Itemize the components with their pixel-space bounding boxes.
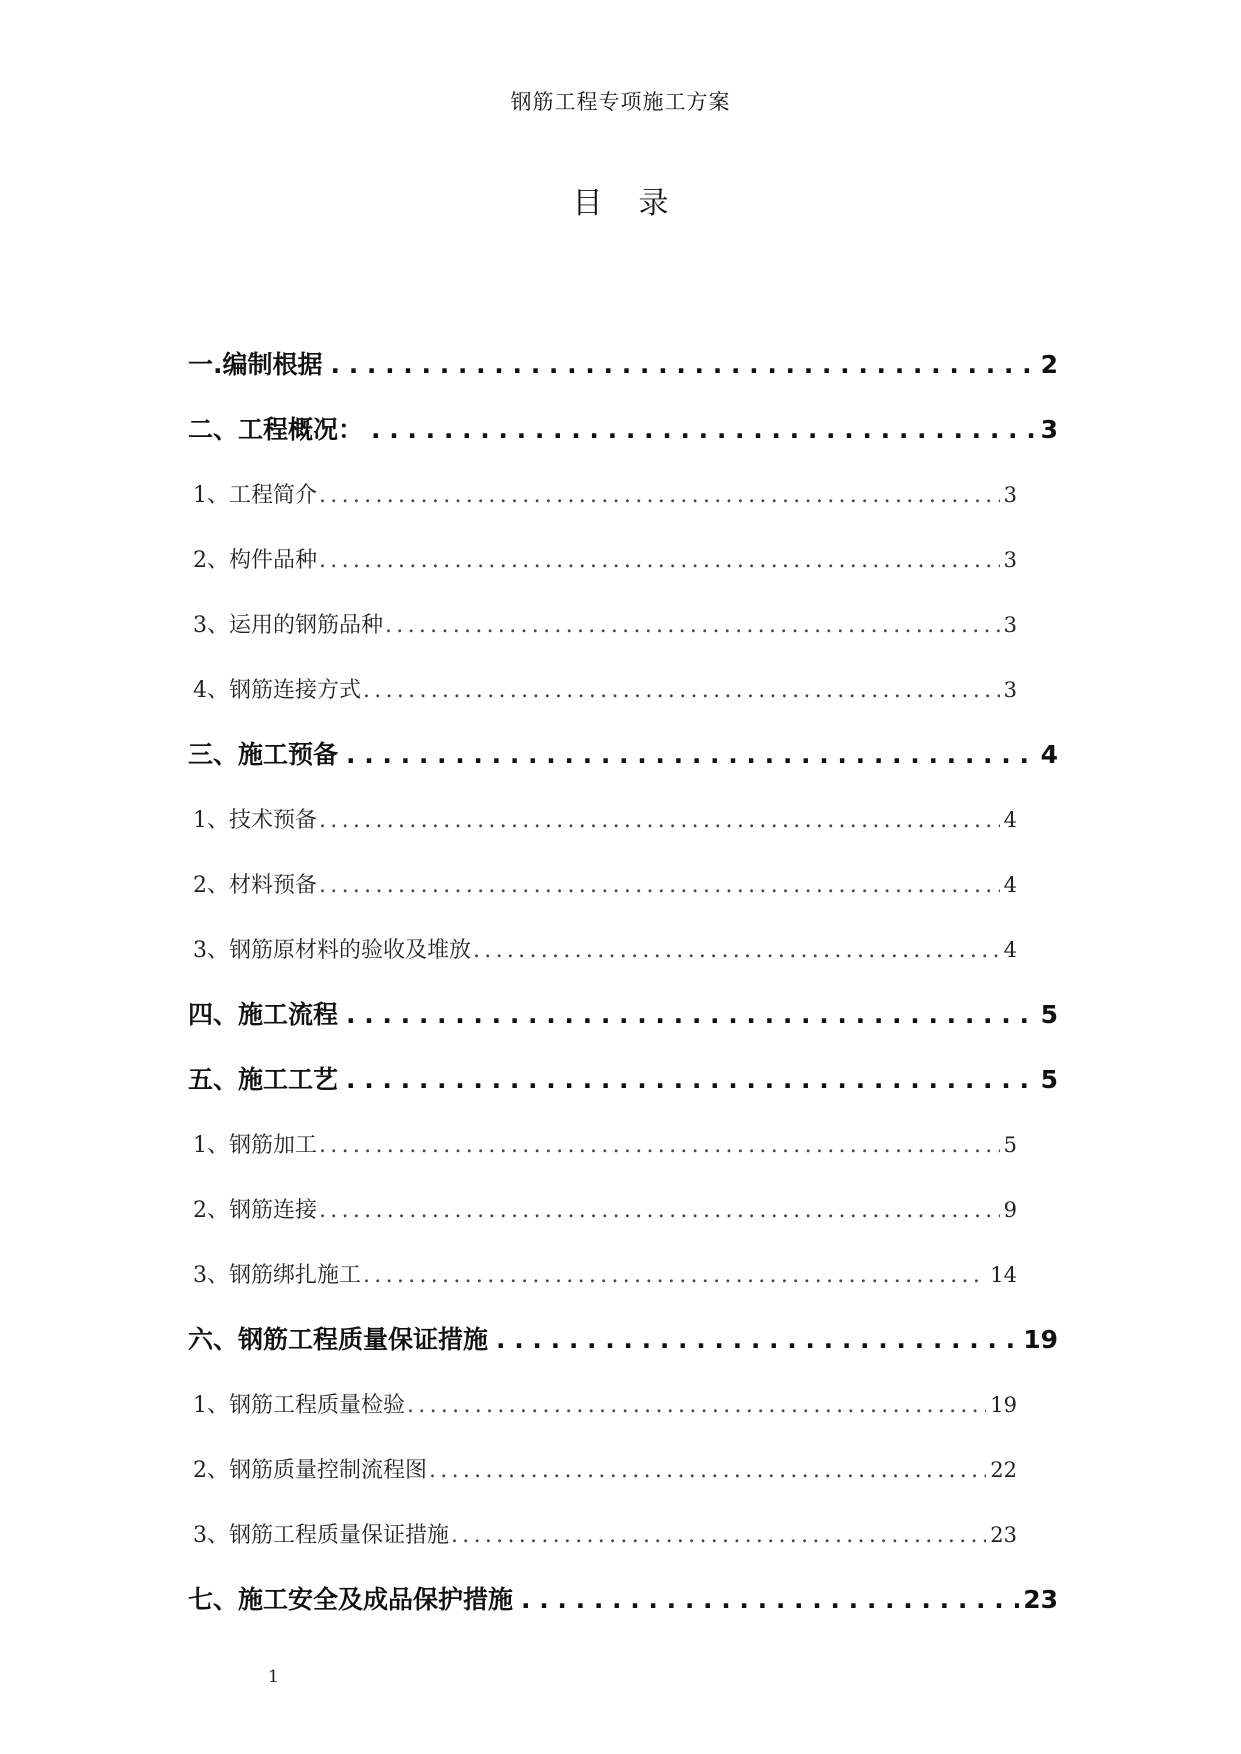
toc-entry-page: 3	[1040, 415, 1058, 444]
toc-dot-leader	[317, 1126, 1000, 1166]
toc-entry-label: 一.编制根据	[188, 350, 323, 379]
toc-entry-label: 二、工程概况：	[188, 415, 364, 444]
toc-entry-page: 3	[1003, 548, 1017, 572]
page-number: 1	[268, 1667, 279, 1687]
toc-entry-6-3[interactable]	[193, 1515, 1017, 1580]
toc-dot-leader	[363, 410, 1037, 450]
toc-entry-label: 六、钢筋工程质量保证措施	[188, 1325, 489, 1354]
toc-entry-label: 五、施工工艺	[188, 1065, 339, 1094]
toc-dot-leader	[361, 1256, 986, 1296]
toc-entry-3[interactable]	[188, 735, 1058, 800]
toc-entry-5-3[interactable]	[193, 1255, 1017, 1320]
document-header: 钢筋工程专项施工方案	[510, 90, 731, 114]
toc-entry-2-1[interactable]	[193, 475, 1017, 540]
toc-entry-2-3[interactable]	[193, 605, 1017, 670]
toc-dot-leader	[317, 866, 1000, 906]
toc-entry-page: 9	[1003, 1198, 1017, 1222]
toc-heading-char-1: 目	[572, 186, 603, 221]
toc-dot-leader	[317, 1191, 1000, 1231]
toc-entry-label: 1、钢筋加工	[193, 1133, 317, 1158]
toc-entry-3-1[interactable]	[193, 800, 1017, 865]
table-of-contents	[0, 345, 1241, 1645]
toc-entry-label: 1、技术预备	[193, 808, 317, 833]
toc-entry-page: 23	[990, 1523, 1017, 1547]
toc-entry-6[interactable]	[188, 1320, 1058, 1385]
toc-dot-leader	[405, 1386, 986, 1426]
toc-entry-6-1[interactable]	[193, 1385, 1017, 1450]
toc-dot-leader	[383, 606, 1000, 646]
toc-entry-page: 5	[1003, 1133, 1017, 1157]
toc-dot-leader	[317, 801, 1000, 841]
toc-dot-leader	[449, 1516, 986, 1556]
toc-entry-label: 七、施工安全及成品保护措施	[188, 1585, 514, 1614]
toc-entry-3-2[interactable]	[193, 865, 1017, 930]
toc-dot-leader	[488, 1320, 1019, 1360]
toc-entry-page: 2	[1040, 350, 1058, 379]
toc-entry-page: 22	[990, 1458, 1017, 1482]
toc-entry-page: 14	[990, 1263, 1017, 1287]
toc-entry-page: 3	[1003, 678, 1017, 702]
toc-entry-page: 4	[1003, 808, 1017, 832]
toc-dot-leader	[317, 476, 1000, 516]
toc-entry-label: 3、钢筋原材料的验收及堆放	[193, 938, 471, 963]
toc-entry-page: 19	[1023, 1325, 1058, 1354]
toc-entry-label: 三、施工预备	[188, 740, 339, 769]
toc-entry-label: 2、构件品种	[193, 548, 317, 573]
toc-entry-label: 2、钢筋连接	[193, 1198, 317, 1223]
toc-entry-page: 4	[1003, 873, 1017, 897]
toc-entry-5[interactable]	[188, 1060, 1058, 1125]
toc-entry-4[interactable]	[188, 995, 1058, 1060]
toc-entry-label: 3、钢筋工程质量保证措施	[193, 1523, 449, 1548]
toc-entry-page: 19	[990, 1393, 1017, 1417]
toc-dot-leader	[361, 671, 1000, 711]
toc-entry-page: 23	[1023, 1585, 1058, 1614]
toc-entry-label: 1、工程简介	[193, 483, 317, 508]
toc-entry-label: 3、钢筋绑扎施工	[193, 1263, 361, 1288]
toc-heading	[0, 184, 1241, 224]
toc-entry-page: 4	[1003, 938, 1017, 962]
toc-dot-leader	[427, 1451, 986, 1491]
toc-entry-3-3[interactable]	[193, 930, 1017, 995]
toc-heading-char-2: 录	[638, 186, 669, 221]
toc-entry-7[interactable]	[188, 1580, 1058, 1645]
toc-entry-2[interactable]	[188, 410, 1058, 475]
toc-entry-label: 四、施工流程	[188, 1000, 339, 1029]
toc-dot-leader	[317, 541, 1000, 581]
toc-entry-6-2[interactable]	[193, 1450, 1017, 1515]
toc-entry-page: 3	[1003, 483, 1017, 507]
toc-entry-label: 2、钢筋质量控制流程图	[193, 1458, 427, 1483]
toc-entry-2-2[interactable]	[193, 540, 1017, 605]
toc-dot-leader	[513, 1580, 1019, 1620]
toc-entry-5-1[interactable]	[193, 1125, 1017, 1190]
toc-entry-page: 4	[1040, 740, 1058, 769]
toc-entry-page: 3	[1003, 613, 1017, 637]
toc-entry-page: 5	[1040, 1000, 1058, 1029]
toc-dot-leader	[338, 995, 1037, 1035]
toc-dot-leader	[471, 931, 1000, 971]
toc-entry-2-4[interactable]	[193, 670, 1017, 735]
toc-entry-page: 5	[1040, 1065, 1058, 1094]
toc-dot-leader	[323, 345, 1037, 385]
toc-entry-label: 3、运用的钢筋品种	[193, 613, 383, 638]
toc-entry-label: 4、钢筋连接方式	[193, 678, 361, 703]
toc-entry-5-2[interactable]	[193, 1190, 1017, 1255]
toc-dot-leader	[338, 1060, 1037, 1100]
toc-entry-label: 1、钢筋工程质量检验	[193, 1393, 405, 1418]
toc-entry-1[interactable]	[188, 345, 1058, 410]
toc-entry-label: 2、材料预备	[193, 873, 317, 898]
toc-dot-leader	[338, 735, 1037, 775]
